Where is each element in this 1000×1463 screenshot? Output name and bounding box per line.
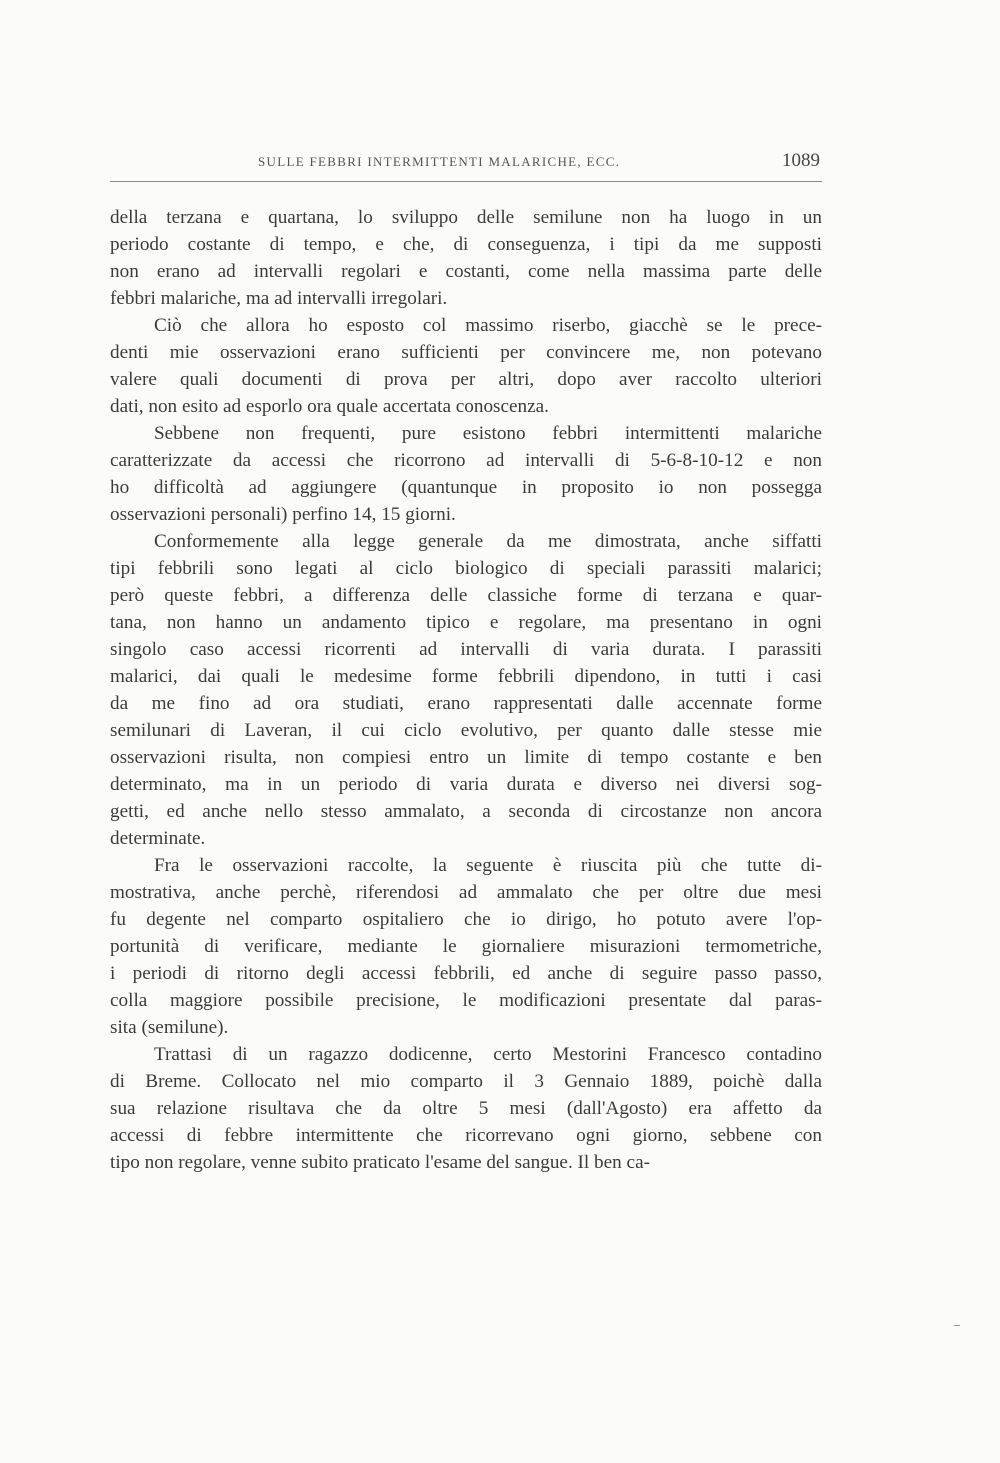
text-line: colla maggiore possibile precisione, le modificazioni presentate dal paras- <box>110 990 822 1011</box>
paragraph <box>110 204 822 312</box>
text-line: singolo caso accessi ricorrenti ad intervalli di varia durata. I parassiti <box>110 639 822 660</box>
text-line: da me fino ad ora studiati, erano rappresentati dalle accennate forme <box>110 693 822 714</box>
text-line: Sebbene non frequenti, pure esistono febbri intermittenti malariche <box>154 423 822 444</box>
text-line: caratterizzate da accessi che ricorrono ad intervalli di 5-6-8-10-12 e non <box>110 450 822 471</box>
text-line: accessi di febbre intermittente che ricorrevano ogni giorno, sebbene con <box>110 1125 822 1146</box>
text-line: non erano ad intervalli regolari e costanti, come nella massima parte delle <box>110 261 822 282</box>
text-line: semilunari di Laveran, il cui ciclo evolutivo, per quanto dalle stesse mie <box>110 720 822 741</box>
text-line: osservazioni risulta, non compiesi entro un limite di tempo costante e ben <box>110 747 822 768</box>
page-mark <box>954 1325 960 1326</box>
text-line: Fra le osservazioni raccolte, la seguente è riuscita più che tutte di- <box>154 855 822 876</box>
text-line: ho difficoltà ad aggiungere (quantunque in proposito io non possegga <box>110 477 822 498</box>
text-line: però queste febbri, a differenza delle classiche forme di terzana e quar- <box>110 585 822 606</box>
text-line: tana, non hanno un andamento tipico e regolare, ma presentano in ogni <box>110 612 822 633</box>
text-line: determinate. <box>110 828 206 849</box>
text-line: portunità di verificare, mediante le giornaliere misurazioni termometriche, <box>110 936 822 957</box>
running-head: SULLE FEBBRI INTERMITTENTI MALARICHE, ECC. <box>258 154 621 169</box>
text-line: Trattasi di un ragazzo dodicenne, certo Mestorini Francesco contadino <box>154 1044 822 1065</box>
paragraph <box>110 312 822 420</box>
text-line: denti mie osservazioni erano sufficienti per convincere me, non potevano <box>110 342 822 363</box>
text-line: osservazioni personali) perfino 14, 15 giorni. <box>110 504 456 525</box>
text-line: della terzana e quartana, lo sviluppo delle semilune non ha luogo in un <box>110 207 822 228</box>
text-line: mostrativa, anche perchè, riferendosi ad ammalato che per oltre due mesi <box>110 882 822 903</box>
text-line: tipo non regolare, venne subito praticato l'esame del sangue. Il ben ca- <box>110 1152 650 1173</box>
text-line: Conformemente alla legge generale da me dimostrata, anche siffatti <box>154 531 822 552</box>
text-line: determinato, ma in un periodo di varia durata e diverso nei diversi sog- <box>110 774 822 795</box>
text-line: sua relazione risultava che da oltre 5 mesi (dall'Agosto) era affetto da <box>110 1098 822 1119</box>
text-line: valere quali documenti di prova per altri, dopo aver raccolto ulteriori <box>110 369 822 390</box>
paragraph <box>110 528 822 852</box>
text-line: di Breme. Collocato nel mio comparto il 3 Gennaio 1889, poichè dalla <box>110 1071 822 1092</box>
body-text <box>110 204 822 1176</box>
page-header <box>110 148 822 182</box>
text-line: periodo costante di tempo, e che, di conseguenza, i tipi da me supposti <box>110 234 822 255</box>
text-line: Ciò che allora ho esposto col massimo riserbo, giacchè se le prece- <box>154 315 822 336</box>
text-line: sita (semilune). <box>110 1017 229 1038</box>
text-line: febbri malariche, ma ad intervalli irregolari. <box>110 288 448 309</box>
text-line: dati, non esito ad esporlo ora quale accertata conoscenza. <box>110 396 549 417</box>
text-line: i periodi di ritorno degli accessi febbrili, ed anche di seguire passo passo, <box>110 963 822 984</box>
header-rule <box>110 181 822 182</box>
text-line: tipi febbrili sono legati al ciclo biologico di speciali parassiti malarici; <box>110 558 822 579</box>
text-line: getti, ed anche nello stesso ammalato, a seconda di circostanze non ancora <box>110 801 822 822</box>
paragraph <box>110 852 822 1041</box>
page-number: 1089 <box>782 150 820 171</box>
text-line: fu degente nel comparto ospitaliero che io dirigo, ho potuto avere l'op- <box>110 909 822 930</box>
paragraph <box>110 1041 822 1176</box>
paragraph <box>110 420 822 528</box>
text-line: malarici, dai quali le medesime forme febbrili dipendono, in tutti i casi <box>110 666 822 687</box>
